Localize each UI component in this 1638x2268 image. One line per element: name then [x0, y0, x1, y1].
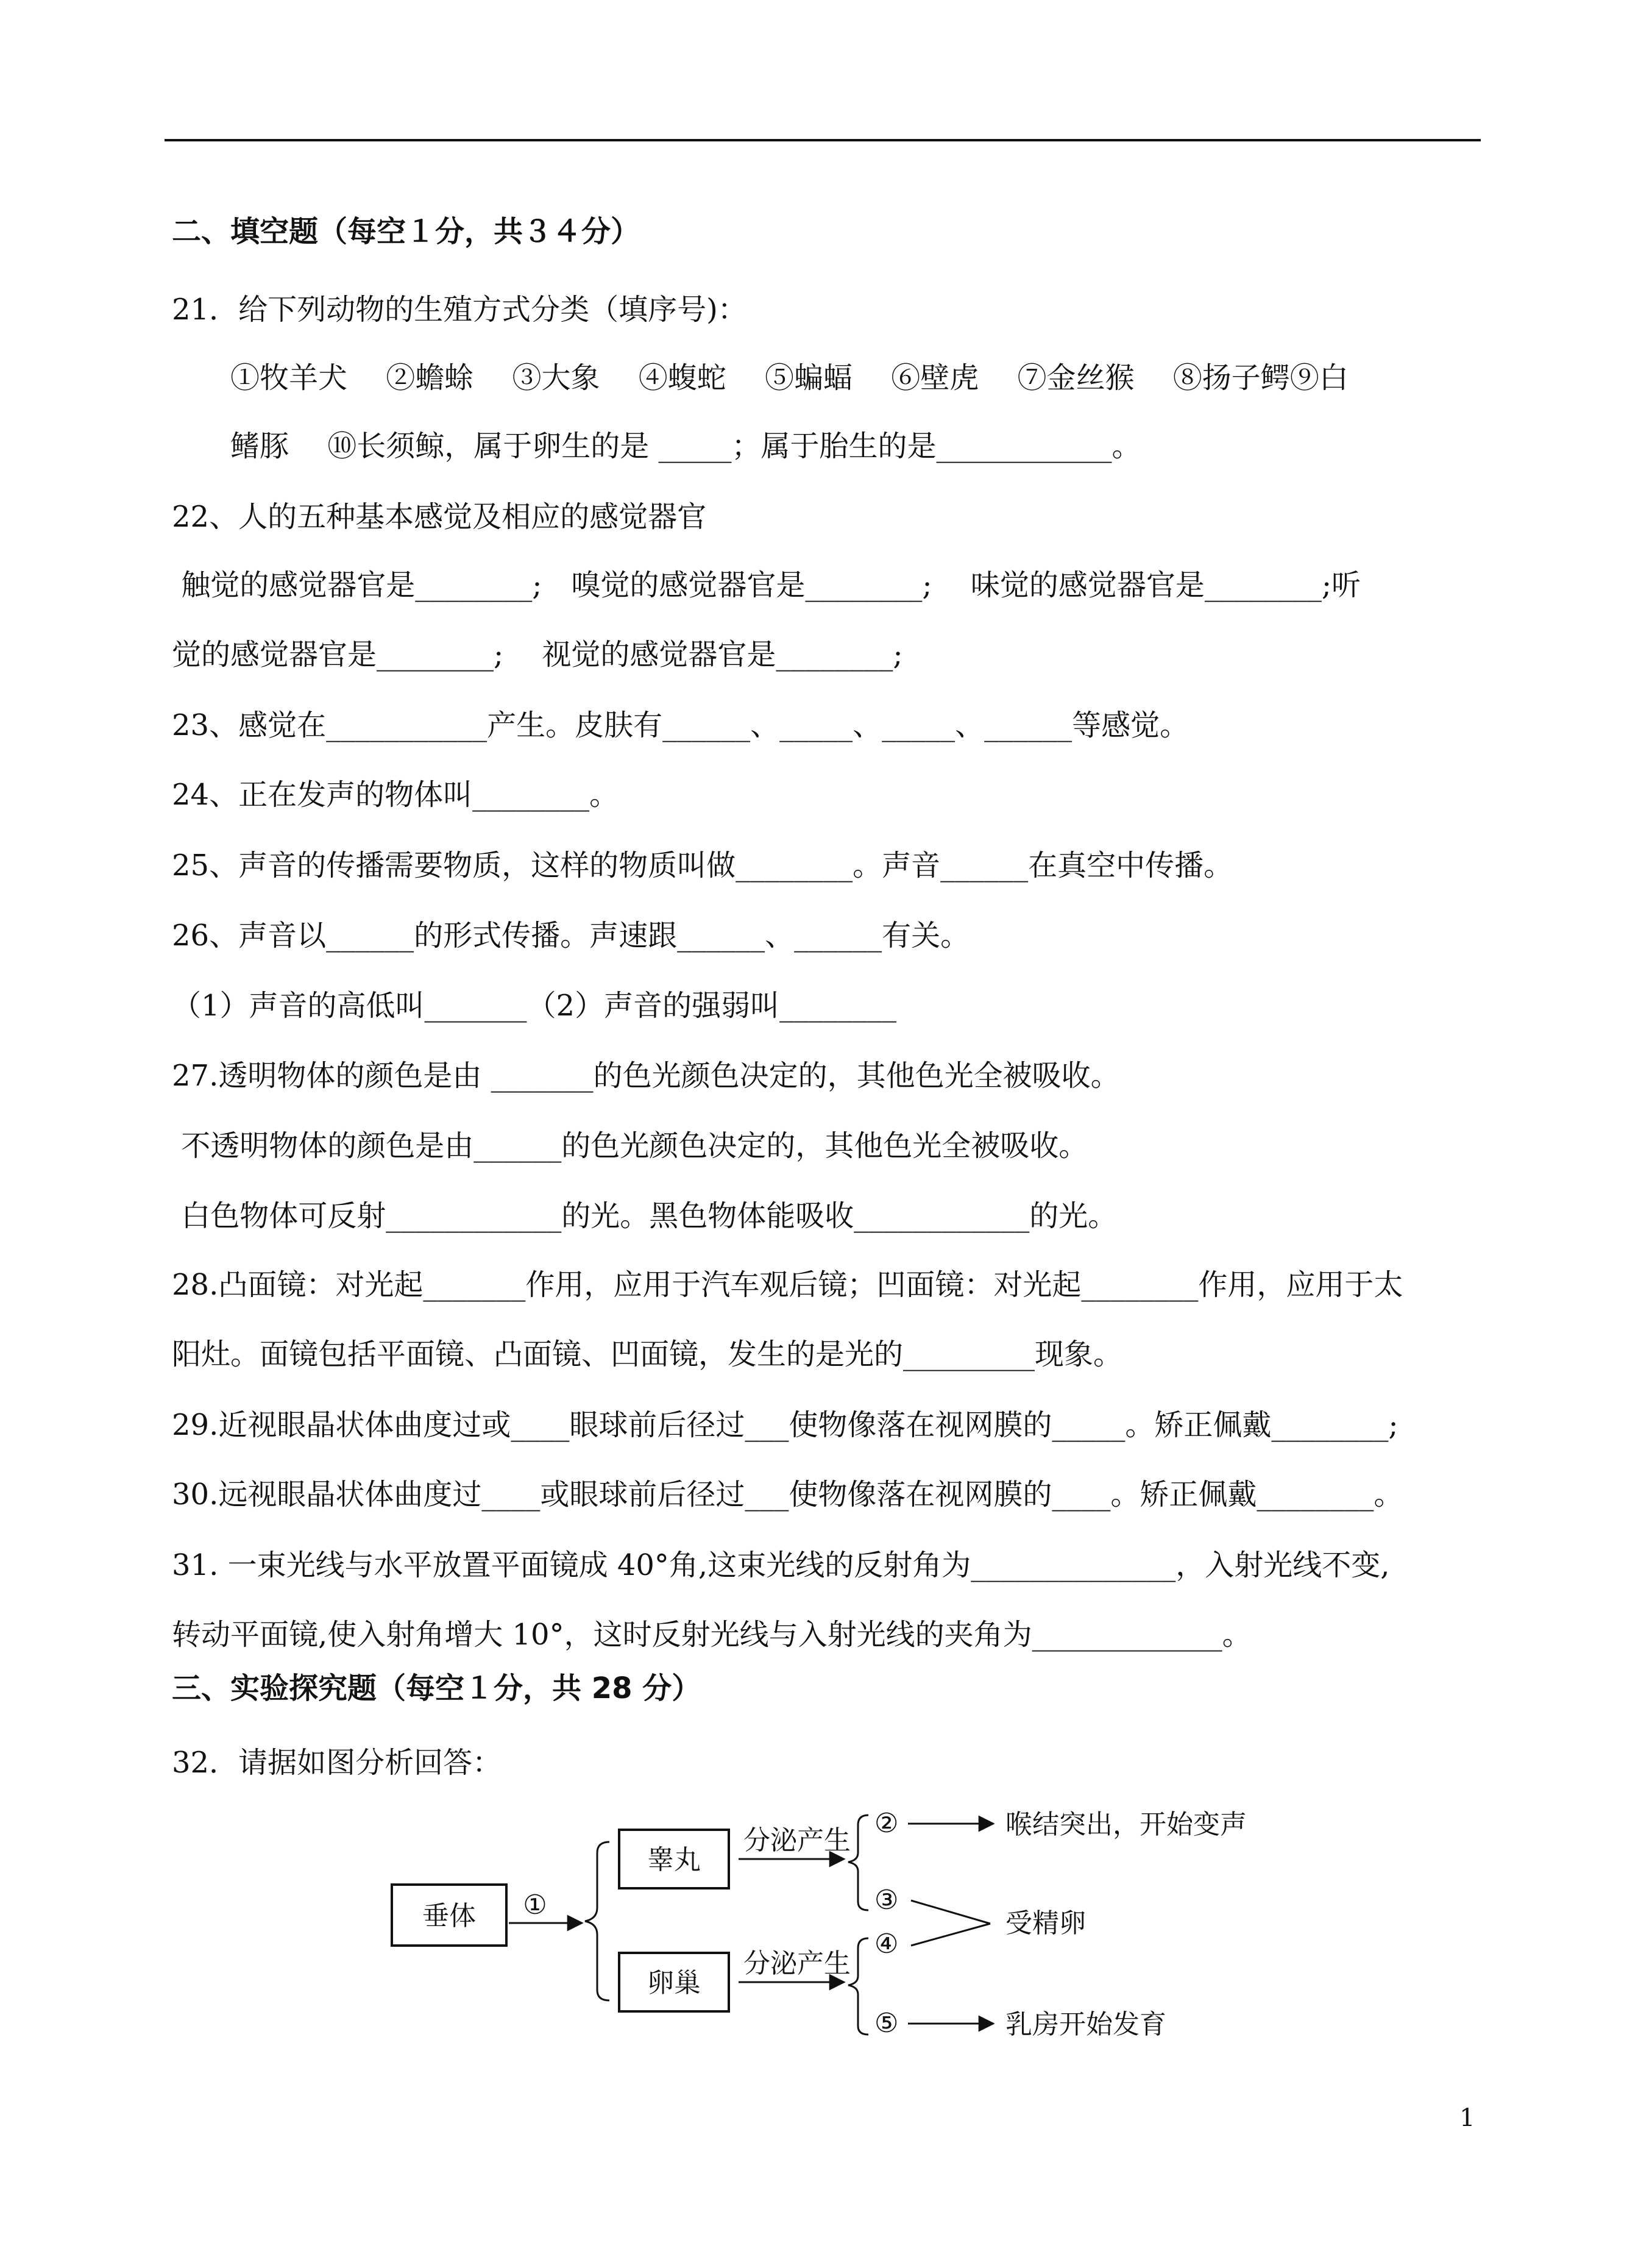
q21-prompt: 21．给下列动物的生殖方式分类（填序号)：	[172, 293, 747, 327]
q24: 24、正在发声的物体叫________。	[172, 778, 619, 812]
q23: 23、感觉在___________产生。皮肤有______、_____、_____、______等感觉。	[172, 708, 1190, 742]
zygote-outcome: 受精卵	[1005, 1908, 1086, 1939]
line-4	[911, 1924, 990, 1946]
pituitary-label: 垂体	[422, 1900, 476, 1932]
line-3	[911, 1900, 990, 1924]
q21-options-line2: 鳍豚 ⑩长须鲸，属于卵生的是 _____；属于胎生的是____________。	[230, 429, 1141, 463]
q28-line1: 28.凸面镜：对光起_______作用，应用于汽车观后镜；凹面镜：对光起________作用，应用于太	[172, 1268, 1403, 1302]
header-rule	[165, 139, 1481, 141]
section3-heading: 三、实验探究题（每空１分，共 28 分）	[172, 1671, 701, 1705]
q28-line2: 阳灶。面镜包括平面镜、凸面镜、凹面镜，发生的是光的_________现象。	[172, 1337, 1123, 1371]
q32-prompt: 32．请据如图分析回答：	[172, 1746, 502, 1780]
breast-outcome: 乳房开始发育	[1005, 2009, 1166, 2040]
q30: 30.远视眼晶状体曲度过____或眼球前后径过___使物像落在视网膜的____。矫正佩戴________。	[172, 1477, 1403, 1512]
section2-heading: 二、填空题（每空１分，共３４分）	[172, 215, 640, 249]
secrete-bottom-label: 分泌产生	[743, 1948, 851, 1979]
brace-2-bottom	[848, 1938, 868, 2035]
testis-label: 睾丸	[647, 1844, 701, 1875]
brace-1	[585, 1842, 609, 2000]
q21-options-line1: ①牧羊犬 ②蟾蜍 ③大象 ④蝮蛇 ⑤蝙蝠 ⑥壁虎 ⑦金丝猴 ⑧扬子鳄⑨白	[230, 361, 1349, 395]
q26-line1: 26、声音以______的形式传播。声速跟______、______有关。	[172, 919, 970, 953]
brace-2-top	[848, 1815, 868, 1910]
q31-line1: 31. 一束光线与水平放置平面镜成 40°角,这束光线的反射角为______________，入射光线不变,	[172, 1548, 1390, 1582]
circle-5: ⑤	[874, 2008, 899, 2039]
q22-prompt: 22、人的五种基本感觉及相应的感觉器官	[172, 500, 707, 534]
q26-line2: （1）声音的高低叫_______（2）声音的强弱叫________	[172, 989, 897, 1023]
q31-line2: 转动平面镜,使入射角增大 10°，这时反射光线与入射光线的夹角为_____________。	[172, 1618, 1252, 1652]
q22-line1: 触觉的感觉器官是________; 嗅觉的感觉器官是________; 味觉的感觉器官是________;听	[172, 568, 1361, 602]
voice-outcome: 喉结突出，开始变声	[1005, 1809, 1247, 1840]
ovary-label: 卵巢	[647, 1968, 701, 1999]
q27-line3: 白色物体可反射____________的光。黑色物体能吸收____________的光。	[172, 1199, 1118, 1233]
circle-2: ②	[874, 1808, 899, 1839]
hormone-diagram	[378, 1804, 1328, 2048]
circle-3: ③	[874, 1885, 899, 1916]
q27-line2: 不透明物体的颜色是由______的色光颜色决定的，其他色光全被吸收。	[172, 1129, 1088, 1163]
page-number: 1	[1459, 2104, 1475, 2132]
q22-line2: 觉的感觉器官是________; 视觉的感觉器官是________;	[172, 638, 903, 672]
q25: 25、声音的传播需要物质，这样的物质叫做________。声音______在真空中传播。	[172, 848, 1233, 883]
arrow-1-label: ①	[523, 1889, 547, 1921]
q27-line1: 27.透明物体的颜色是由 _______的色光颜色决定的，其他色光全被吸收。	[172, 1059, 1120, 1093]
circle-4: ④	[874, 1929, 899, 1960]
q29: 29.近视眼晶状体曲度过或____眼球前后径过___使物像落在视网膜的_____。矫正佩戴________;	[172, 1408, 1399, 1442]
secrete-top-label: 分泌产生	[743, 1825, 851, 1856]
